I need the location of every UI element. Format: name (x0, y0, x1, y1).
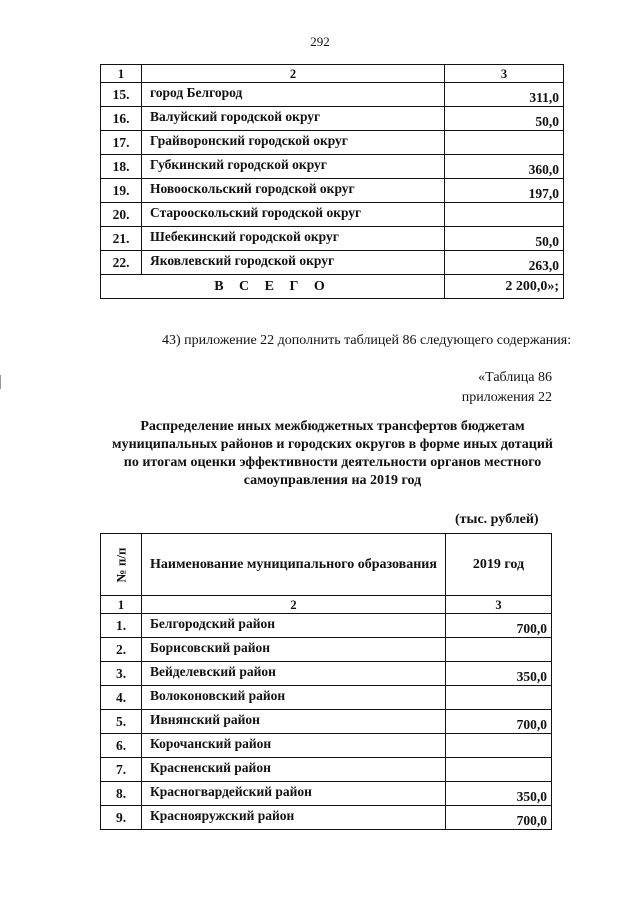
column-header-year: 2019 год (446, 534, 552, 596)
table-header-row (101, 65, 564, 83)
table-title: Распределение иных межбюджетных трансфертов бюджетам муниципальных районов и городских округов в форме иных дотаций по итогам оценки эффективности деятельности органов местного самоуправления на 2019 год (112, 419, 553, 488)
row-name: Белгородский район (142, 614, 446, 638)
row-value: 263,0 (445, 251, 564, 275)
row-number: 21. (101, 227, 142, 251)
table-row (101, 662, 552, 686)
row-name: Ивнянский район (142, 710, 446, 734)
total-value: 2 200,0»; (445, 275, 564, 299)
row-number: 3. (101, 662, 142, 686)
table-row (101, 251, 564, 275)
row-value (446, 638, 552, 662)
table-row (101, 203, 564, 227)
row-name: Красногвардейский район (142, 782, 446, 806)
table-reference-line-1: «Таблица 86 (478, 370, 552, 385)
row-value: 700,0 (446, 806, 552, 830)
row-value (446, 686, 552, 710)
row-value: 50,0 (445, 227, 564, 251)
table-reference (462, 368, 552, 408)
row-number: 5. (101, 710, 142, 734)
margin-mark (0, 375, 5, 389)
table-reference-line-2: приложения 22 (461, 390, 552, 405)
row-number: 18. (101, 155, 142, 179)
row-number: 17. (101, 131, 142, 155)
row-value: 350,0 (446, 662, 552, 686)
column-index-1: 1 (101, 65, 142, 83)
row-value: 50,0 (445, 107, 564, 131)
row-name: Красненский район (142, 758, 446, 782)
row-name: город Белгород (142, 83, 445, 107)
table-row (101, 155, 564, 179)
column-index-3: 3 (445, 65, 564, 83)
row-name: Губкинский городской округ (142, 155, 445, 179)
paragraph-43: 43) приложение 22 дополнить таблицей 86 следующего содержания: (162, 333, 572, 348)
row-value (445, 131, 564, 155)
row-name: Шебекинский городской округ (142, 227, 445, 251)
row-value: 360,0 (445, 155, 564, 179)
table-header-row (101, 534, 552, 596)
row-number: 8. (101, 782, 142, 806)
row-number: 1. (101, 614, 142, 638)
column-header-number (101, 534, 142, 596)
row-name: Волоконовский район (142, 686, 446, 710)
table-row (101, 710, 552, 734)
table-row (101, 782, 552, 806)
row-number: 20. (101, 203, 142, 227)
row-name: Яковлевский городской округ (142, 251, 445, 275)
column-index-2: 2 (142, 596, 446, 614)
row-number: 22. (101, 251, 142, 275)
table-row (101, 806, 552, 830)
table-row (101, 179, 564, 203)
row-value (446, 734, 552, 758)
table-row (101, 107, 564, 131)
row-value: 197,0 (445, 179, 564, 203)
districts-table-continued (100, 64, 564, 299)
column-index-3: 3 (446, 596, 552, 614)
row-name: Новооскольский городской округ (142, 179, 445, 203)
table-row (101, 614, 552, 638)
row-value: 700,0 (446, 710, 552, 734)
row-number: 4. (101, 686, 142, 710)
row-name: Краснояружский район (142, 806, 446, 830)
units-label: (тыс. рублей) (455, 512, 539, 527)
row-name: Борисовский район (142, 638, 446, 662)
table-index-row (101, 596, 552, 614)
row-value (445, 203, 564, 227)
row-number: 2. (101, 638, 142, 662)
table-total-row (101, 275, 564, 299)
table-row (101, 83, 564, 107)
table-row (101, 734, 552, 758)
column-index-1: 1 (101, 596, 142, 614)
row-number: 9. (101, 806, 142, 830)
transfers-table (100, 533, 552, 830)
row-value: 700,0 (446, 614, 552, 638)
row-number: 19. (101, 179, 142, 203)
total-label: В С Е Г О (101, 275, 445, 299)
row-name: Грайворонский городской округ (142, 131, 445, 155)
table-row (101, 758, 552, 782)
page-number: 292 (310, 34, 330, 49)
row-value (446, 758, 552, 782)
row-name: Корочанский район (142, 734, 446, 758)
row-name: Вейделевский район (142, 662, 446, 686)
row-number: 7. (101, 758, 142, 782)
table-row (101, 227, 564, 251)
row-number: 15. (101, 83, 142, 107)
table-row (101, 638, 552, 662)
row-value: 350,0 (446, 782, 552, 806)
row-name: Старооскольский городской округ (142, 203, 445, 227)
row-name: Валуйский городской округ (142, 107, 445, 131)
row-number: 6. (101, 734, 142, 758)
row-value: 311,0 (445, 83, 564, 107)
row-number: 16. (101, 107, 142, 131)
column-header-number-text: № п/п (113, 547, 128, 582)
table-row (101, 131, 564, 155)
column-index-2: 2 (142, 65, 445, 83)
column-header-name: Наименование муниципального образования (142, 534, 446, 596)
table-row (101, 686, 552, 710)
